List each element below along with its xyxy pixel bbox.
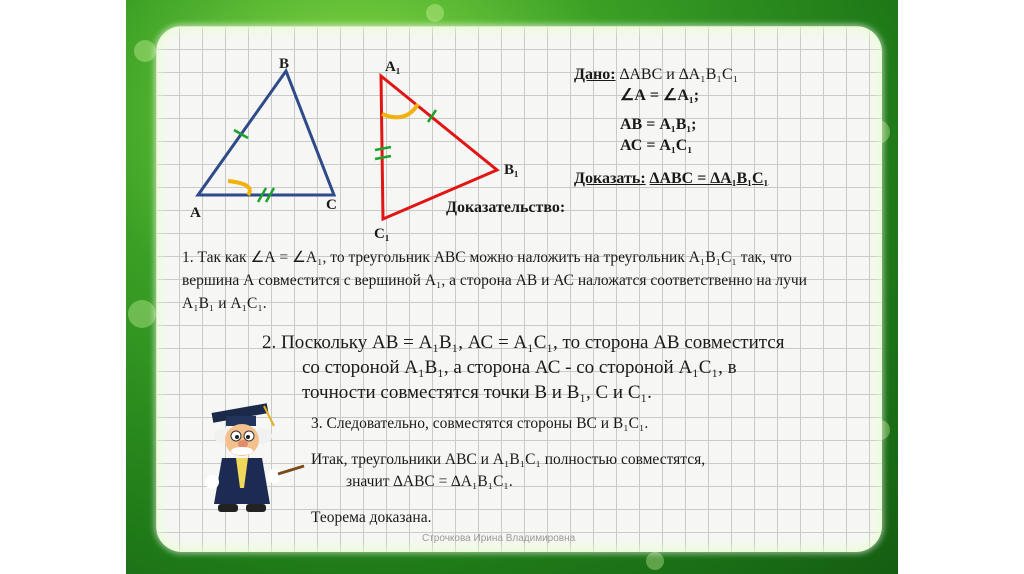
tick-a1c1-1 — [375, 147, 391, 150]
vertex-label-b1: B₁ — [504, 162, 519, 178]
mascot-cap-tassel — [264, 406, 274, 426]
mascot-pupil-left — [235, 435, 239, 439]
given-ac: АС = А₁С₁ — [620, 137, 693, 154]
conclusion-line-2: значит ∆АВС = ∆А₁В₁С₁. — [346, 473, 513, 490]
proof-step-3: 3. Следовательно, совместятся стороны ВС и В₁С₁. — [311, 415, 649, 432]
prove-block — [574, 170, 768, 188]
vertex-label-c: C — [326, 197, 337, 213]
mascot-shoe-right — [246, 504, 266, 512]
mascot-pupil-right — [246, 435, 250, 439]
angle-arc-a1 — [382, 104, 418, 117]
vertex-label-c1: C₁ — [374, 226, 390, 242]
author-footer: Строчкова Ирина Владимировна — [422, 533, 576, 544]
vertex-label-a: A — [190, 205, 201, 221]
mascot-mustache — [231, 447, 253, 455]
qed-text: Теорема доказана. — [311, 509, 432, 526]
tick-a1c1-2 — [375, 156, 391, 159]
mascot-pointer — [278, 466, 304, 474]
angle-arc-a — [228, 181, 250, 195]
proof-title: Доказательство: — [446, 199, 566, 216]
triangle-abc — [198, 71, 334, 195]
given-angle: ∠А = ∠А₁; — [620, 87, 700, 104]
prove-statement: ∆АВС = ∆А₁В₁С₁ — [649, 170, 769, 187]
mascot-hand-right — [267, 469, 281, 483]
vertex-label-b: B — [279, 56, 290, 72]
decor-bubble — [426, 4, 444, 22]
mascot-nose — [238, 440, 248, 448]
vertex-label-a1: A₁ — [385, 59, 401, 75]
proof-step-1: 1. Так как ∠А = ∠А₁, то треугольник АВС можно наложить на треугольник А₁В₁С₁ так, что вершина А совместится с вершиной А₁, а сторона АВ и АС наложатся соответственно на лучи А₁В₁ и А₁С₁. — [182, 249, 807, 312]
proof-step-2-line-1: 2. Поскольку АВ = А₁В₁, АС = А₁С₁, то сторона АВ совместится — [262, 332, 785, 353]
decor-bubble — [128, 300, 156, 328]
prove-title: Доказать: — [574, 170, 646, 187]
given-block — [574, 66, 738, 84]
proof-step-2-line-2: со стороной А₁В₁, а сторона АС - со стороной А₁С₁, в — [302, 357, 737, 378]
professor-mascot — [194, 396, 306, 516]
conclusion-line-1: Итак, треугольники АВС и А₁В₁С₁ полностью совместятся, — [311, 451, 706, 468]
mascot-shoe-left — [218, 504, 238, 512]
given-triangles: ∆АВС и ∆А₁В₁С₁ — [619, 66, 739, 83]
given-ab: АВ = А₁В₁; — [620, 116, 697, 133]
slide-background — [126, 0, 898, 574]
mascot-hand-left — [205, 475, 219, 489]
proof-step-2-line-3: точности совместятся точки В и В₁, С и С₁. — [302, 382, 652, 403]
given-title: Дано: — [574, 66, 616, 83]
decor-bubble — [134, 40, 156, 62]
decor-bubble — [646, 552, 664, 570]
triangle-a1b1c1 — [381, 76, 497, 219]
content-panel — [156, 26, 882, 552]
